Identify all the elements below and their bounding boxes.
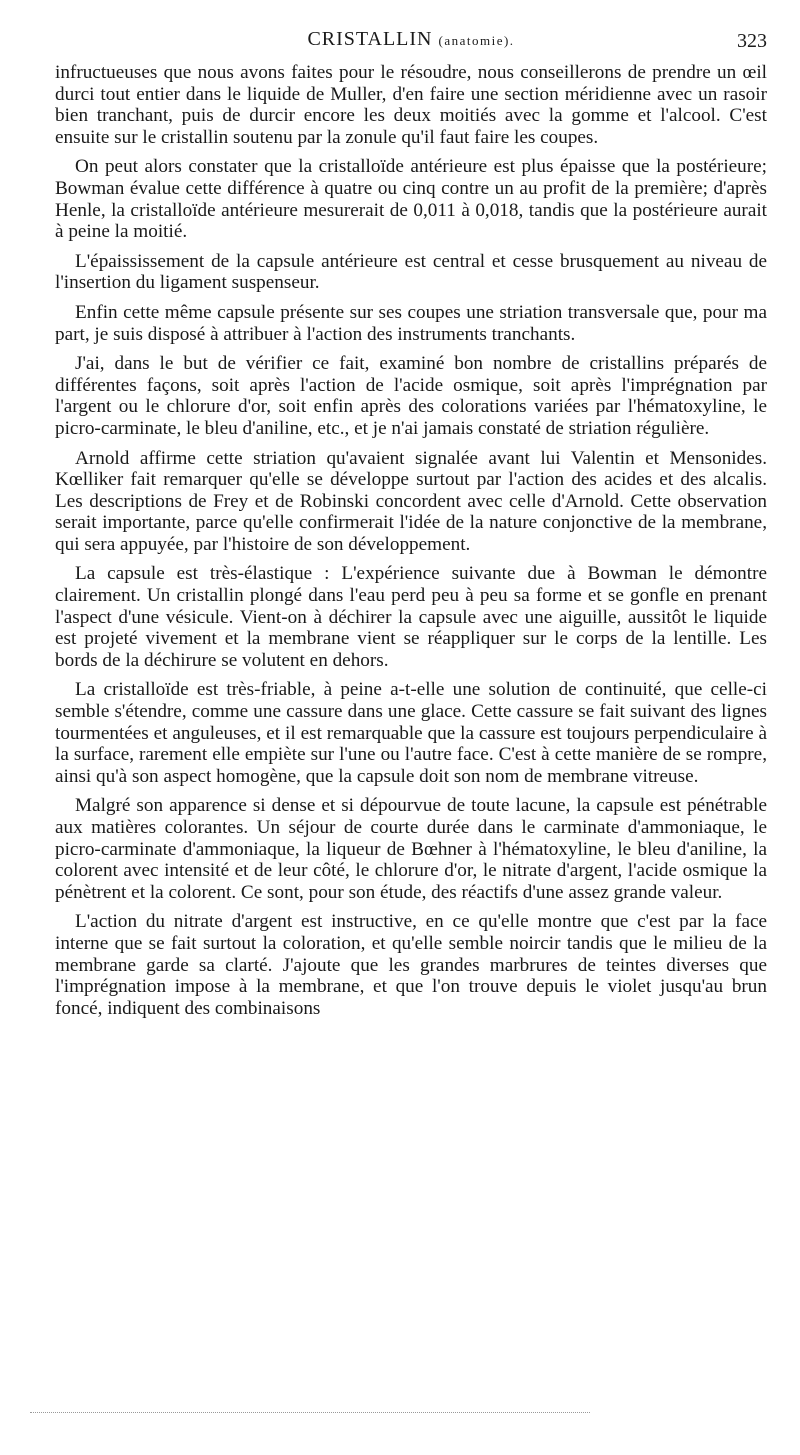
paragraph: L'action du nitrate d'argent est instructive, en ce qu'elle montre que c'est par la face interne que se fait surtout la coloration, et qu'elle semble noircir tandis que le milieu de la membrane garde sa clarté. J'ajoute que les grandes marbrures de teintes diverses que l'imprégnation impose à la membrane, et que l'on trouve depuis le violet jusqu'au brun foncé, indiquent des combinaisons: [55, 911, 767, 1019]
body-text: [55, 62, 767, 1019]
paragraph: L'épaississement de la capsule antérieure est central et cesse brusquement au niveau de l'insertion du ligament suspenseur.: [55, 250, 767, 294]
paragraph-continuation: infructueuses que nous avons faites pour le résoudre, nous conseillerons de prendre un œil durci tout entier dans le liquide de Muller, d'en faire une section méridienne avec un rasoir bien tranchant, puis de durcir encore les deux moitiés avec la gomme et l'alcool. C'est ensuite sur le cristallin soutenu par la zonule qu'il faut faire les coupes.: [55, 62, 767, 148]
paragraph: J'ai, dans le but de vérifier ce fait, examiné bon nombre de cristallins préparés de différentes façons, soit après l'action de l'acide osmique, soit après l'imprégnation par l'argent ou le chlorure d'or, soit enfin après des colorations variées par l'hématoxyline, le picro-carminate, le bleu d'aniline, etc., et je n'ai jamais constaté de striation régulière.: [55, 353, 767, 439]
paragraph: Arnold affirme cette striation qu'avaient signalée avant lui Valentin et Mensonides. Kœlliker fait remarquer qu'elle se développe surtout par l'action des acides et des alcalis. Les descriptions de Frey et de Robinski concordent avec celle d'Arnold. Cette observation serait importante, parce qu'elle confirmerait l'idée de la nature conjonctive de la membrane, qui sera appuyée, par l'histoire de son développement.: [55, 447, 767, 555]
running-title-sub: (anatomie).: [438, 33, 515, 48]
running-head: [55, 28, 767, 58]
paragraph: Enfin cette même capsule présente sur ses coupes une striation transversale que, pour ma part, je suis disposé à attribuer à l'action des instruments tranchants.: [55, 301, 767, 345]
footer-rule: [30, 1412, 590, 1413]
paragraph: La capsule est très-élastique : L'expérience suivante due à Bowman le démontre clairement. Un cristallin plongé dans l'eau perd peu à peu sa forme et se gonfle en prenant l'aspect d'une vésicule. Vient-on à déchirer la capsule avec une aiguille, aussitôt le liquide est projeté vivement et la membrane vient se réappliquer sur le corps de la lentille. Les bords de la déchirure se volutent en dehors.: [55, 563, 767, 671]
paragraph: Malgré son apparence si dense et si dépourvue de toute lacune, la capsule est pénétrable aux matières colorantes. Un séjour de courte durée dans le carminate d'ammoniaque, le picro-carminate d'ammoniaque, la liqueur de Bœhner à l'hématoxyline, le bleu d'aniline, la colorent avec intensité et de leur côté, le chlorure d'or, le nitrate d'argent, l'acide osmique la pénètrent et la colorent. Ce sont, pour son étude, des réactifs d'une assez grande valeur.: [55, 795, 767, 903]
page-number: 323: [737, 30, 767, 52]
running-title: [55, 28, 767, 51]
running-title-main: CRISTALLIN: [307, 28, 433, 50]
paragraph: On peut alors constater que la cristalloïde antérieure est plus épaisse que la postérieure; Bowman évalue cette différence à quatre ou cinq contre un au profit de la première; d'après Henle, la cristalloïde antérieure mesurerait de 0,011 à 0,018, tandis que la postérieure aurait à peine la moitié.: [55, 156, 767, 243]
book-page: [55, 28, 767, 1027]
paragraph: La cristalloïde est très-friable, à peine a-t-elle une solution de continuité, que celle-ci semble s'étendre, comme une cassure dans une glace. Cette cassure se fait suivant des lignes tourmentées et anguleuses, et il est remarquable que la cassure est toujours perpendiculaire à la surface, rarement elle empiète sur l'une ou l'autre face. C'est à cette manière de se rompre, ainsi qu'à son aspect homogène, que la capsule doit son nom de membrane vitreuse.: [55, 679, 767, 787]
